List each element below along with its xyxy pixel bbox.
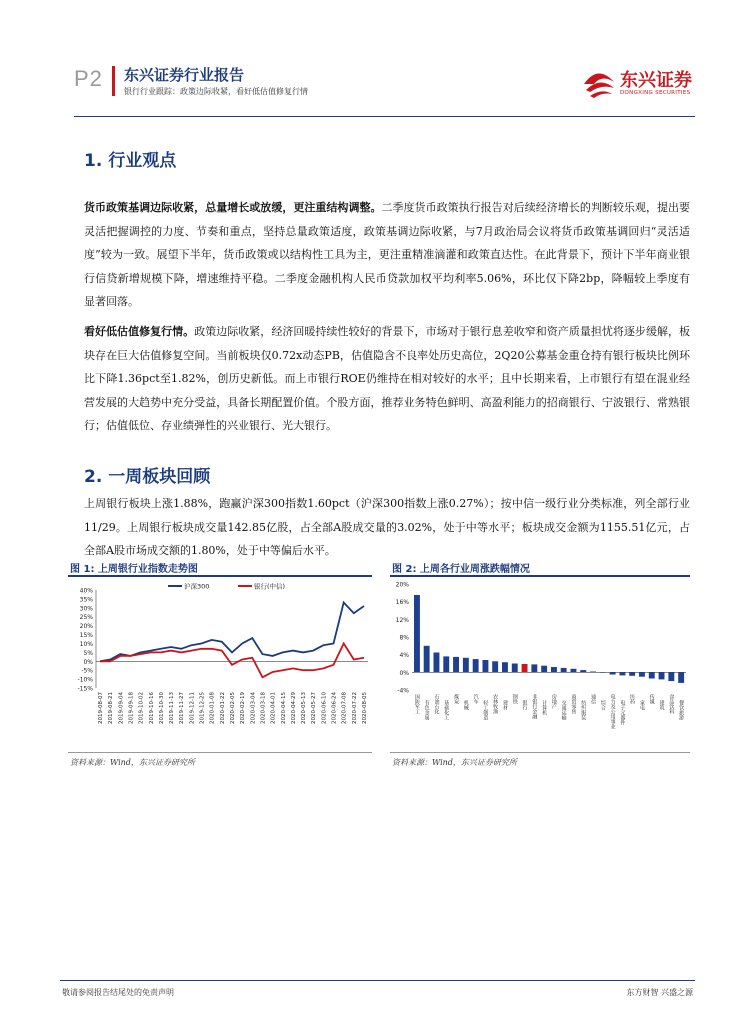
- footer-slogan: 东方财智 兴盛之源: [626, 988, 693, 997]
- x-category-label: 建筑: [658, 700, 665, 710]
- x-category-label: 石油石化: [433, 694, 440, 714]
- x-tick-label: 2019-10-02: [138, 692, 145, 724]
- section1-title: 1. 行业观点: [84, 151, 177, 171]
- p1-lead: 货币政策基调边际收紧，总量增长或放缓，更注重结构调整。: [84, 201, 382, 214]
- bar-汽车: [473, 659, 479, 672]
- x-category-label: 非银行金融: [531, 694, 538, 719]
- x-tick-label: 2020-03-18: [260, 692, 267, 724]
- y-tick-label: 4%: [399, 652, 409, 660]
- x-tick-label: 2020-07-22: [351, 692, 358, 724]
- x-tick-label: 2019-12-11: [189, 692, 196, 724]
- y-tick-label: 16%: [395, 599, 409, 607]
- bar-煤炭: [453, 657, 459, 673]
- bar-通信: [590, 672, 596, 673]
- x-tick-label: 2019-10-30: [158, 692, 165, 724]
- bar-国防军工: [414, 595, 420, 672]
- x-tick-label: 2019-09-04: [118, 692, 125, 724]
- x-tick-label: 2020-03-04: [250, 692, 257, 724]
- bar-基础化工: [443, 656, 449, 672]
- x-category-label: 机械: [462, 700, 469, 710]
- x-category-label: 交通运输: [560, 700, 567, 720]
- logo-text-en: DONGXING SECURITIES: [620, 90, 691, 96]
- bar-医药: [629, 672, 635, 676]
- bar-房地产: [551, 667, 557, 672]
- p2-body: 政策边际收紧，经济回暖持续性较好的背景下，市场对于银行息差收窄和资产质量担忧将逐步缓解，板块存在巨大估值修复空间。当前板块仅0.72x动态PB，估值隐含不良率处历史高位，2Q20公募基金重仓持有银行板块比例环比下降1.36pct至1.82%，创历史新低。而上市银行ROE仍维持在相对较好的水平；且中长期来看，上市银行有望在混业经营发展的大趋势中充分受益，具备长期配置价值。个股方面，推荐业务特色鲜明、高盈利能力的招商银行、宁波银行、常熟银行；估值低位、存业绩弹性的兴业银行、光大银行。: [84, 325, 690, 432]
- figure2-caption: 图 2: 上周各行业周涨跌幅情况: [392, 564, 530, 575]
- bar-非银行金融: [531, 664, 537, 672]
- x-tick-label: 2020-08-05: [362, 692, 368, 724]
- legend-label: 银行(中信): [254, 582, 286, 591]
- bar-餐饮旅游: [678, 672, 684, 683]
- y-tick-label: 20%: [79, 623, 93, 631]
- industry-weekly-change-bar-chart: [390, 578, 690, 750]
- x-tick-label: 2020-02-05: [230, 692, 236, 724]
- bar-家电: [639, 672, 645, 676]
- figure1-caption: 图 1: 上周银行业指数走势图: [70, 564, 198, 575]
- x-category-label: 通信: [590, 694, 597, 704]
- figure2-source-line: [390, 752, 690, 753]
- x-tick-label: 2019-11-27: [179, 692, 186, 724]
- y-tick-label: 0%: [399, 669, 409, 677]
- bar-建筑: [659, 672, 665, 679]
- y-tick-label: 10%: [79, 640, 93, 648]
- bar-食品饮料: [668, 672, 674, 681]
- x-tick-label: 2020-04-15: [280, 692, 287, 724]
- x-tick-label: 2020-01-22: [219, 692, 226, 724]
- y-tick-label: -10%: [77, 676, 93, 684]
- y-tick-label: -15%: [77, 685, 93, 693]
- bar-商贸零售: [571, 669, 577, 673]
- x-category-label: 房地产: [550, 694, 557, 709]
- y-tick-label: 30%: [79, 605, 93, 613]
- bar-钢铁: [512, 664, 518, 673]
- bar-传媒: [649, 672, 655, 678]
- bar-电力及公用事业: [610, 672, 616, 674]
- p1-body: 二季度货币政策执行报告对后续经济增长的判断较乐观，提出要灵活把握调控的力度、节奏和重点，坚持总量政策适度，政策基调边际收紧，与7月政治局会议将货币政策基调回归“灵活适度”较为一致。展望下半年，货币政策或以结构性工具为主，更注重精准滴灌和政策直达性。在此背景下，预计下半年商业银行信贷新增规模下降，增速维持平稳。二季度金融机构人民币贷款加权平均利率5.06%，环比仅下降2bp，降幅较上季度有显著回落。: [84, 201, 690, 308]
- x-category-label: 食品饮料: [668, 694, 675, 714]
- footer-disclaimer: 敬请参阅报告结尾处的免责声明: [62, 988, 174, 997]
- x-category-label: 钢铁: [511, 694, 518, 704]
- x-category-label: 煤炭: [453, 694, 460, 704]
- bar-建材: [502, 662, 508, 672]
- x-category-label: 银行: [521, 700, 528, 710]
- logo-text-cn: 东兴证券: [620, 70, 692, 91]
- y-tick-label: -4%: [397, 687, 409, 695]
- figure1-caption-line: [68, 575, 372, 577]
- figure2-source: 资料来源：Wind，东兴证券研究所: [392, 758, 517, 767]
- section1-paragraph2: [84, 320, 690, 438]
- bar-轻工制造: [483, 660, 489, 672]
- y-tick-label: 25%: [79, 614, 93, 622]
- y-tick-label: 40%: [79, 587, 93, 595]
- x-category-label: 餐饮旅游: [678, 700, 685, 720]
- x-category-label: 基础化工: [443, 700, 450, 720]
- header-rule: [74, 116, 695, 117]
- header-divider: [112, 66, 115, 96]
- x-category-label: 汽车: [472, 694, 479, 704]
- x-tick-label: 2019-11-13: [169, 692, 176, 724]
- x-tick-label: 2020-01-08: [209, 692, 216, 724]
- x-category-label: 电子元器件: [619, 700, 626, 725]
- x-tick-label: 2019-12-25: [199, 692, 206, 724]
- bar-纺织服装: [580, 670, 586, 672]
- page-number: P2: [74, 66, 103, 91]
- x-tick-label: 2020-04-01: [270, 692, 277, 724]
- x-category-label: 农林牧渔: [492, 694, 499, 714]
- section2-paragraph1: 上周银行板块上涨1.88%，跑赢沪深300指数1.60pct（沪深300指数上涨0.27%）；按中信一级行业分类标准，列全部行业11/29。上周银行板块成交量142.85亿股，占全部A股成交量的3.02%，处于中等水平；板块成交金额为1155.51亿元，占全部A股市场成交额的1.80%，处于中等偏后水平。: [84, 497, 690, 557]
- y-tick-label: 35%: [79, 596, 93, 604]
- x-category-label: 电力及公用事业: [609, 694, 616, 729]
- x-category-label: 传媒: [648, 694, 655, 704]
- x-category-label: 国防军工: [413, 694, 420, 714]
- series-line-bank: [100, 644, 364, 678]
- section1-paragraph1: [84, 196, 690, 314]
- x-tick-label: 2019-10-16: [148, 692, 155, 724]
- y-tick-label: 12%: [395, 616, 409, 624]
- report-subtitle: 银行行业跟踪：政策边际收紧，看好低估值修复行情: [124, 87, 308, 96]
- bar-计算机: [541, 666, 547, 673]
- section2-title: 2. 一周板块回顾: [84, 467, 211, 487]
- footer-rule: [60, 980, 695, 981]
- x-tick-label: 2020-05-13: [301, 692, 308, 724]
- x-tick-label: 2020-04-29: [290, 692, 297, 724]
- x-tick-label: 2020-06-10: [321, 692, 328, 724]
- bar-有色金属: [424, 646, 430, 673]
- x-category-label: 建材: [501, 700, 508, 710]
- x-tick-label: 2020-06-24: [331, 692, 338, 724]
- series-line-hs300: [100, 603, 364, 662]
- y-tick-label: 5%: [83, 649, 93, 657]
- x-tick-label: 2020-05-27: [311, 692, 318, 724]
- x-category-label: 家电: [638, 700, 645, 710]
- bar-电子元器件: [620, 672, 626, 675]
- x-category-label: 计算机: [541, 700, 548, 715]
- bank-index-line-chart: [68, 578, 372, 750]
- bar-农林牧渔: [492, 661, 498, 672]
- y-tick-label: 15%: [79, 632, 93, 640]
- y-tick-label: -5%: [81, 667, 93, 675]
- x-tick-label: 2020-07-08: [341, 692, 348, 724]
- x-category-label: 有色金属: [423, 700, 430, 720]
- x-category-label: 综合: [599, 700, 606, 710]
- figure1-source: 资料来源：Wind，东兴证券研究所: [70, 758, 195, 767]
- bar-机械: [463, 658, 469, 673]
- y-tick-label: 20%: [395, 581, 409, 589]
- x-tick-label: 2019-08-07: [98, 692, 104, 724]
- x-tick-label: 2019-08-21: [108, 692, 115, 724]
- y-tick-label: 8%: [399, 634, 409, 642]
- report-title: 东兴证券行业报告: [124, 66, 245, 84]
- x-tick-label: 2020-02-19: [240, 692, 247, 724]
- bar-银行: [522, 664, 528, 672]
- figure1-source-line: [68, 752, 372, 753]
- x-category-label: 商贸零售: [570, 694, 577, 714]
- x-category-label: 医药: [629, 694, 636, 704]
- x-category-label: 纺织服装: [580, 700, 587, 720]
- bar-交通运输: [561, 668, 567, 672]
- legend-label: 沪深300: [184, 582, 210, 591]
- p2-lead: 看好低估值修复行情。: [84, 325, 195, 338]
- y-tick-label: 0%: [83, 658, 93, 666]
- bar-石油石化: [434, 653, 440, 673]
- figure2-caption-line: [390, 575, 690, 577]
- x-tick-label: 2019-09-18: [128, 692, 135, 724]
- x-category-label: 轻工制造: [482, 700, 489, 720]
